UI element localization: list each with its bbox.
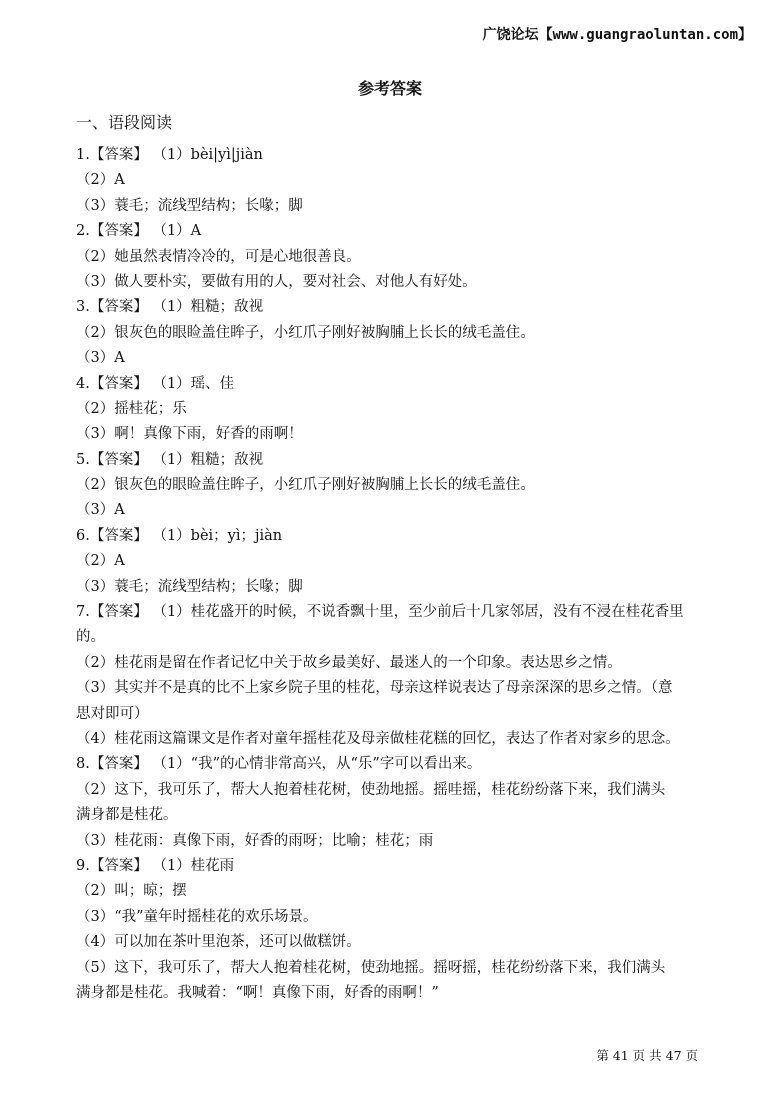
page-number: 第 41 页 共 47 页 xyxy=(596,1048,698,1063)
answer-line: 1.【答案】 （1）bèi|yì|jiàn xyxy=(76,147,263,163)
answer-line: 8.【答案】 （1）“我”的心情非常高兴，从“乐”字可以看出来。 xyxy=(76,756,482,773)
answer-line: （2）桂花雨是留在作者记忆中关于故乡最美好、最迷人的一个印象。表达思乡之情。 xyxy=(76,654,622,671)
page-title: 参考答案 xyxy=(357,79,422,98)
answer-line: （3）其实并不是真的比不上家乡院子里的桂花，母亲这样说表达了母亲深深的思乡之情。（意 xyxy=(76,680,673,697)
answer-line: （2）她虽然表情冷冷的，可是心地很善良。 xyxy=(76,248,361,265)
answer-line: （3）“我”童年时摇桂花的欢乐场景。 xyxy=(76,908,318,925)
answer-line: 2.【答案】 （1）A xyxy=(76,223,202,240)
answer-line: （3）A xyxy=(76,350,125,367)
answer-line: （3）啊！真像下雨，好香的雨啊！ xyxy=(76,426,303,443)
answer-line: （3）桂花雨：真像下雨，好香的雨呀；比喻；桂花；雨 xyxy=(76,832,434,849)
answer-line: 满身都是桂花。我喊着：“啊！真像下雨，好香的雨啊！” xyxy=(76,984,439,1001)
answer-line: （2）银灰色的眼睑盖住眸子，小红爪子刚好被胸脯上长长的绒毛盖住。 xyxy=(76,477,535,494)
answer-line: 思对即可） xyxy=(76,705,149,722)
site-url: 【www.guangraoluntan.com】 xyxy=(538,27,752,43)
answer-line: （2）叫；晾；摆 xyxy=(76,883,187,900)
answer-line: （3）蓑毛；流线型结构；长喙；脚 xyxy=(76,197,303,214)
answer-line: （3）蓑毛；流线型结构；长喙；脚 xyxy=(76,578,303,595)
answer-line: 的。 xyxy=(76,629,105,646)
answer-line: （4）桂花雨这篇课文是作者对童年摇桂花及母亲做桂花糕的回忆，表达了作者对家乡的思念。 xyxy=(76,730,680,747)
site-header xyxy=(483,24,752,44)
answer-line: （2）这下，我可乐了，帮大人抱着桂花树，使劲地摇。摇哇摇，桂花纷纷落下来，我们满头 xyxy=(76,781,666,798)
section-heading: 一、语段阅读 xyxy=(76,113,173,132)
answer-line: （2）A xyxy=(76,172,125,189)
answer-line: （3）A xyxy=(76,502,125,519)
answer-line: 5.【答案】 （1）粗糙；敌视 xyxy=(76,451,264,468)
answer-line: 4.【答案】 （1）瑶、佳 xyxy=(76,375,235,392)
answer-line: 6.【答案】 （1）bèi；yì；jiàn xyxy=(76,527,283,544)
answer-line: （3）做人要朴实，要做有用的人，要对社会、对他人有好处。 xyxy=(76,273,477,290)
answer-list xyxy=(76,143,716,1006)
answer-line: （2）银灰色的眼睑盖住眸子，小红爪子刚好被胸脯上长长的绒毛盖住。 xyxy=(76,324,535,341)
answer-line: （5）这下，我可乐了，帮大人抱着桂花树，使劲地摇。摇呀摇，桂花纷纷落下来，我们满头 xyxy=(76,959,666,976)
answer-line: （2）A xyxy=(76,553,125,570)
site-name: 广饶论坛 xyxy=(482,27,539,43)
answer-line: （4）可以加在茶叶里泡茶，还可以做糕饼。 xyxy=(76,934,361,951)
answer-line: 满身都是桂花。 xyxy=(76,807,178,824)
answer-line: 7.【答案】 （1）桂花盛开的时候，不说香飘十里，至少前后十几家邻居，没有不浸在桂花香里 xyxy=(76,604,684,621)
answer-line: 3.【答案】 （1）粗糙；敌视 xyxy=(76,299,264,316)
answer-line: （2）摇桂花；乐 xyxy=(76,400,187,417)
answer-line: 9.【答案】 （1）桂花雨 xyxy=(76,857,235,874)
